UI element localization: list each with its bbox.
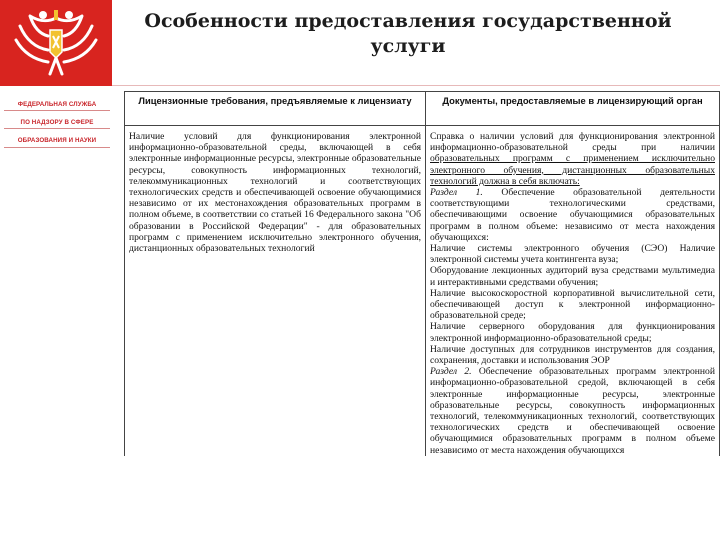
- agency-line-1: ФЕДЕРАЛЬНАЯ СЛУЖБА: [4, 99, 110, 111]
- section-1: [430, 187, 715, 243]
- section-1-text: Обеспечение образовательной деятельности соответствующими технологическими средствами, обеспечивающими освоение обучающимися образовательных программ в полном объеме: независимо от места нахождения обучающихся:: [430, 187, 715, 243]
- eagle-emblem-icon: [0, 0, 112, 86]
- licensing-table: [124, 91, 720, 456]
- agency-line-2: ПО НАДЗОРУ В СФЕРЕ: [4, 117, 110, 129]
- documents-intro: [430, 131, 715, 187]
- section-2-label: Раздел 2.: [430, 366, 472, 378]
- agency-line-3: ОБРАЗОВАНИЯ И НАУКИ: [4, 135, 110, 147]
- section-2: [430, 366, 715, 456]
- table-row: [125, 126, 720, 456]
- intro-underlined: образовательных программ с применением исключительно электронного обучения, дистанционных образовательных технологий должна в себя включать:: [430, 153, 715, 187]
- agency-name: [4, 99, 110, 154]
- title-divider: [112, 85, 720, 86]
- intro-plain: Справка о наличии условий для функционирования электронной информационно-образовательной среды при наличии: [430, 131, 715, 154]
- requirements-cell: [125, 126, 426, 456]
- column-header-documents: Документы, предоставляемые в лицензирующий орган: [426, 92, 720, 126]
- requirements-text: Наличие условий для функционирования электронной информационно-образовательной среды, включающей в себя электронные информационные ресурсы, электронные образовательные ресурсы, совокупность информационных технологий, телекоммуникационных технологий и соответствующих технологических средств и обеспечивающей освоение обучающимися независимо от их местонахождения образовательных программ в полном объеме, в соответствии со статьей 16 Федерального закона "Об образовании в Российской Федерации" - для образовательных программ с применением исключительно электронного обучения, дистанционных образовательных технологий: [129, 131, 421, 255]
- title-line-2: услуги: [370, 35, 446, 57]
- table-header-row: [125, 92, 720, 126]
- page-title: [118, 9, 698, 59]
- document-scan: [124, 91, 720, 540]
- left-branding-panel: [0, 0, 112, 540]
- title-line-1: Особенности предоставления государственной: [144, 10, 672, 32]
- section-2-text: Обеспечение образовательных программ электронной информационно-образовательной средой, включающей в себя электронные информационные ресурсы, электронные образовательные ресурсы, совокупность информационных технологий, телекоммуникационных технологий, соответствующих технологических средств и обеспечивающей освоение обучающимися образовательных программ в полном объеме независимо от места нахождения обучающихся: [430, 366, 715, 456]
- documents-cell: [426, 126, 720, 456]
- list-item: Наличие высокоскоростной корпоративной вычислительной сети, обеспечивающей доступ к электронной информационно-образовательной среде;: [430, 287, 715, 322]
- section-1-label: Раздел 1.: [430, 187, 483, 199]
- column-header-requirements: Лицензионные требования, предъявляемые к лицензиату: [125, 92, 426, 126]
- list-item: Наличие доступных для сотрудников инструментов для создания, сохранения, доставки и использования ЭОР: [430, 343, 715, 367]
- list-item: Наличие серверного оборудования для функционирования электронной информационно-образовательной среды;: [430, 321, 715, 344]
- list-item: Оборудование лекционных аудиторий вуза средствами мультимедиа и интерактивными средствами обучения;: [430, 265, 715, 288]
- list-item: Наличие системы электронного обучения (СЭО) Наличие электронной системы учета контингента вуза;: [430, 243, 715, 266]
